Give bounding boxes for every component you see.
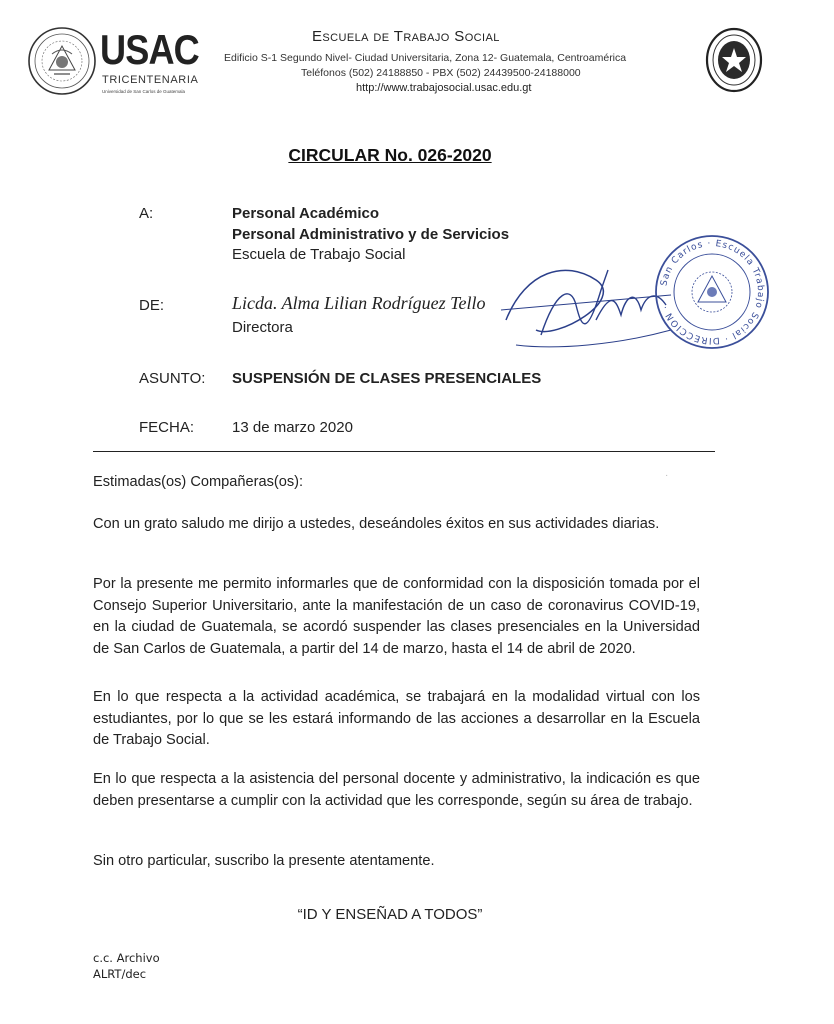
usac-logo-text: USAC (100, 26, 199, 73)
to-recipient-1: Personal Académico (232, 205, 380, 222)
usac-logo-caption: Universidad de San Carlos de Guatemala (102, 89, 186, 94)
paragraph-1: Con un grato saludo me dirijo a ustedes, deseándoles éxitos en sus actividades diarias. (93, 516, 660, 532)
scan-speck: · (665, 470, 669, 481)
school-emblem (705, 27, 763, 93)
handwritten-signature (496, 250, 676, 360)
date-label: FECHA: (139, 419, 195, 436)
paragraph-2: Por la presente me permito informarles que de conformidad con la disposición tomada por el Consejo Superior Universitario, ante la manifestación de un caso de coronavirus COVID-19, en la ciudad de Guatemala, se acordó suspender las clases presenciales en la Universidad de San Carlos de Guatemala, a partir del 14 de marzo, hasta el 14 de abril de 2020. (93, 576, 700, 657)
to-recipient-3: Escuela de Trabajo Social (232, 246, 406, 263)
from-name: Licda. Alma Lilian Rodríguez Tello (232, 293, 486, 313)
official-stamp (652, 232, 772, 352)
from-role: Directora (232, 319, 293, 336)
website-line: http://www.trabajosocial.usac.edu.gt (356, 82, 532, 94)
paragraph-4: En lo que respecta a la asistencia del personal docente y administrativo, la indicación es que deben presentarse a cumplir con la actividad que les corresponde, según su área de trabajo. (93, 771, 700, 809)
institution-name: Escuela de Trabajo Social (312, 28, 500, 45)
phones-line: Teléfonos (502) 24188850 - PBX (502) 24439500-24188000 (301, 67, 581, 79)
closing-line: Sin otro particular, suscribo la presente atentamente. (93, 853, 435, 869)
usac-logo-subtitle: TRICENTENARIA (102, 74, 199, 86)
svg-text:San Carlos · Escuela Trabajo S: San Carlos · Escuela Trabajo Social · DIRECCION · (659, 238, 766, 346)
paragraph-3: En lo que respecta a la actividad académica, se trabajará en la modalidad virtual con los estudiantes, por lo que se les estará informando de las acciones a desarrollar en la Escuela de Trabajo Social. (93, 689, 700, 748)
to-recipient-2: Personal Administrativo y de Servicios (232, 226, 510, 243)
header-divider (93, 451, 715, 452)
subject-value: SUSPENSIÓN DE CLASES PRESENCIALES (232, 370, 542, 387)
subject-label: ASUNTO: (139, 370, 206, 387)
address-line: Edificio S-1 Segundo Nivel- Ciudad Universitaria, Zona 12- Guatemala, Centroamérica (224, 52, 627, 64)
circular-title: CIRCULAR No. 026-2020 (288, 145, 492, 165)
motto: “ID Y ENSEÑAD A TODOS” (297, 906, 483, 923)
university-seal (27, 26, 97, 96)
to-label: A: (139, 205, 154, 222)
greeting: Estimadas(os) Compañeras(os): (93, 474, 304, 490)
cc-archive: c.c. Archivo (93, 951, 160, 965)
from-label: DE: (139, 297, 165, 314)
cc-initials: ALRT/dec (93, 967, 147, 981)
date-value: 13 de marzo 2020 (232, 419, 353, 436)
